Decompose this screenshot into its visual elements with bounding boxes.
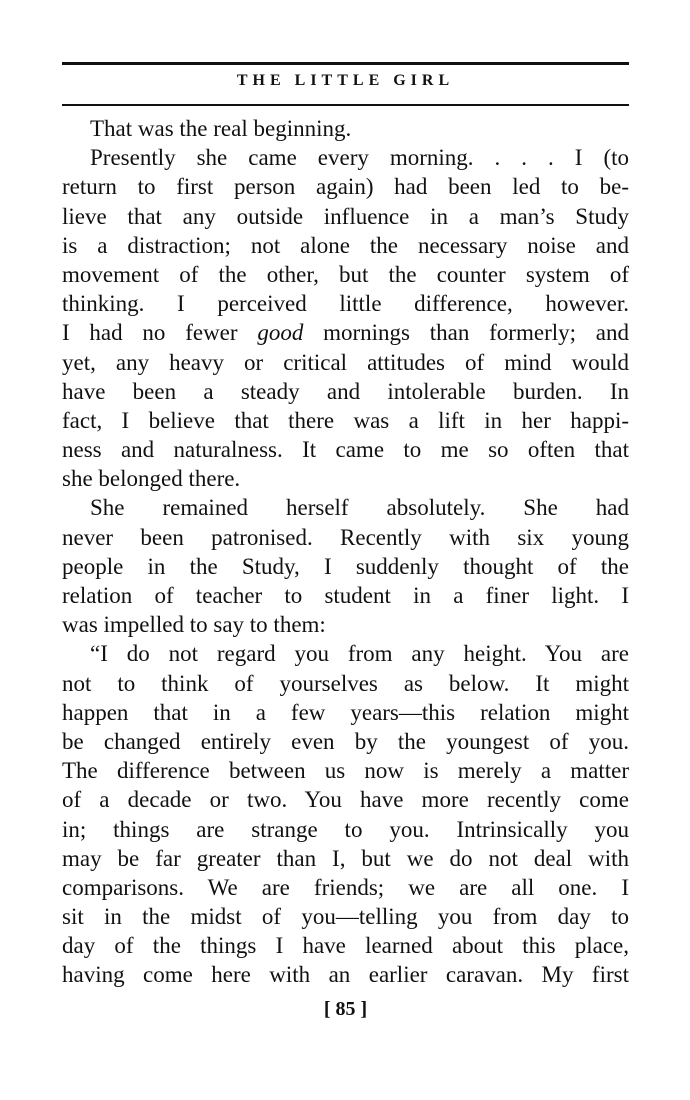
book-page [62,0,629,1100]
header-rule-top [62,62,629,65]
text-line: Presently she came every morning. . . . I (to [90,145,629,171]
page-number: [ 85 ] [323,998,368,1020]
body-text [62,114,629,990]
header-rule-bottom [62,104,629,106]
text-line: day of the things I have learned about this place, [62,933,629,959]
text-line: people in the Study, I suddenly thought of the [62,553,629,579]
text-line: have been a steady and intolerable burden. In [62,378,629,404]
text-line: return to first person again) had been led to be- [62,174,629,200]
text-line: having come here with an earlier caravan. My first [62,962,629,988]
text-line: “I do not regard you from any height. You are [90,641,629,667]
text-line: comparisons. We are friends; we are all one. I [62,874,629,900]
text-line: of a decade or two. You have more recently come [62,787,629,813]
text-line: was impelled to say to them: [62,612,326,638]
text-line: in; things are strange to you. Intrinsically you [62,816,629,842]
text-line: relation of teacher to student in a finer light. I [62,583,629,608]
text-line: thinking. I perceived little difference, however. [62,291,629,317]
text-line: ness and naturalness. It came to me so often that [62,437,629,463]
text-line: may be far greater than I, but we do not deal with [62,845,629,871]
text-line: not to think of yourselves as below. It might [62,670,629,696]
text-line: The difference between us now is merely a matter [62,758,629,784]
emphasized-word: good [257,320,304,346]
text-line: fact, I believe that there was a lift in her happi- [62,407,629,433]
text-line: is a distraction; not alone the necessary noise and [62,232,629,258]
running-head: THE LITTLE GIRL [236,72,455,89]
text-line: yet, any heavy or critical attitudes of mind would [62,349,629,375]
text-line: be changed entirely even by the youngest of you. [62,728,629,754]
text-line: That was the real beginning. [90,116,352,141]
text-line: I had no fewer good mornings than formerly; and [62,320,629,346]
text-line: She remained herself absolutely. She had [90,495,629,521]
text-line: she belonged there. [62,466,241,492]
text-line: movement of the other, but the counter system of [62,261,629,287]
text-line: happen that in a few years—this relation might [62,699,629,725]
text-line: sit in the midst of you—telling you from day to [62,904,629,930]
text-line: never been patronised. Recently with six young [62,524,629,550]
text-line: lieve that any outside influence in a man’s Study [62,203,629,229]
